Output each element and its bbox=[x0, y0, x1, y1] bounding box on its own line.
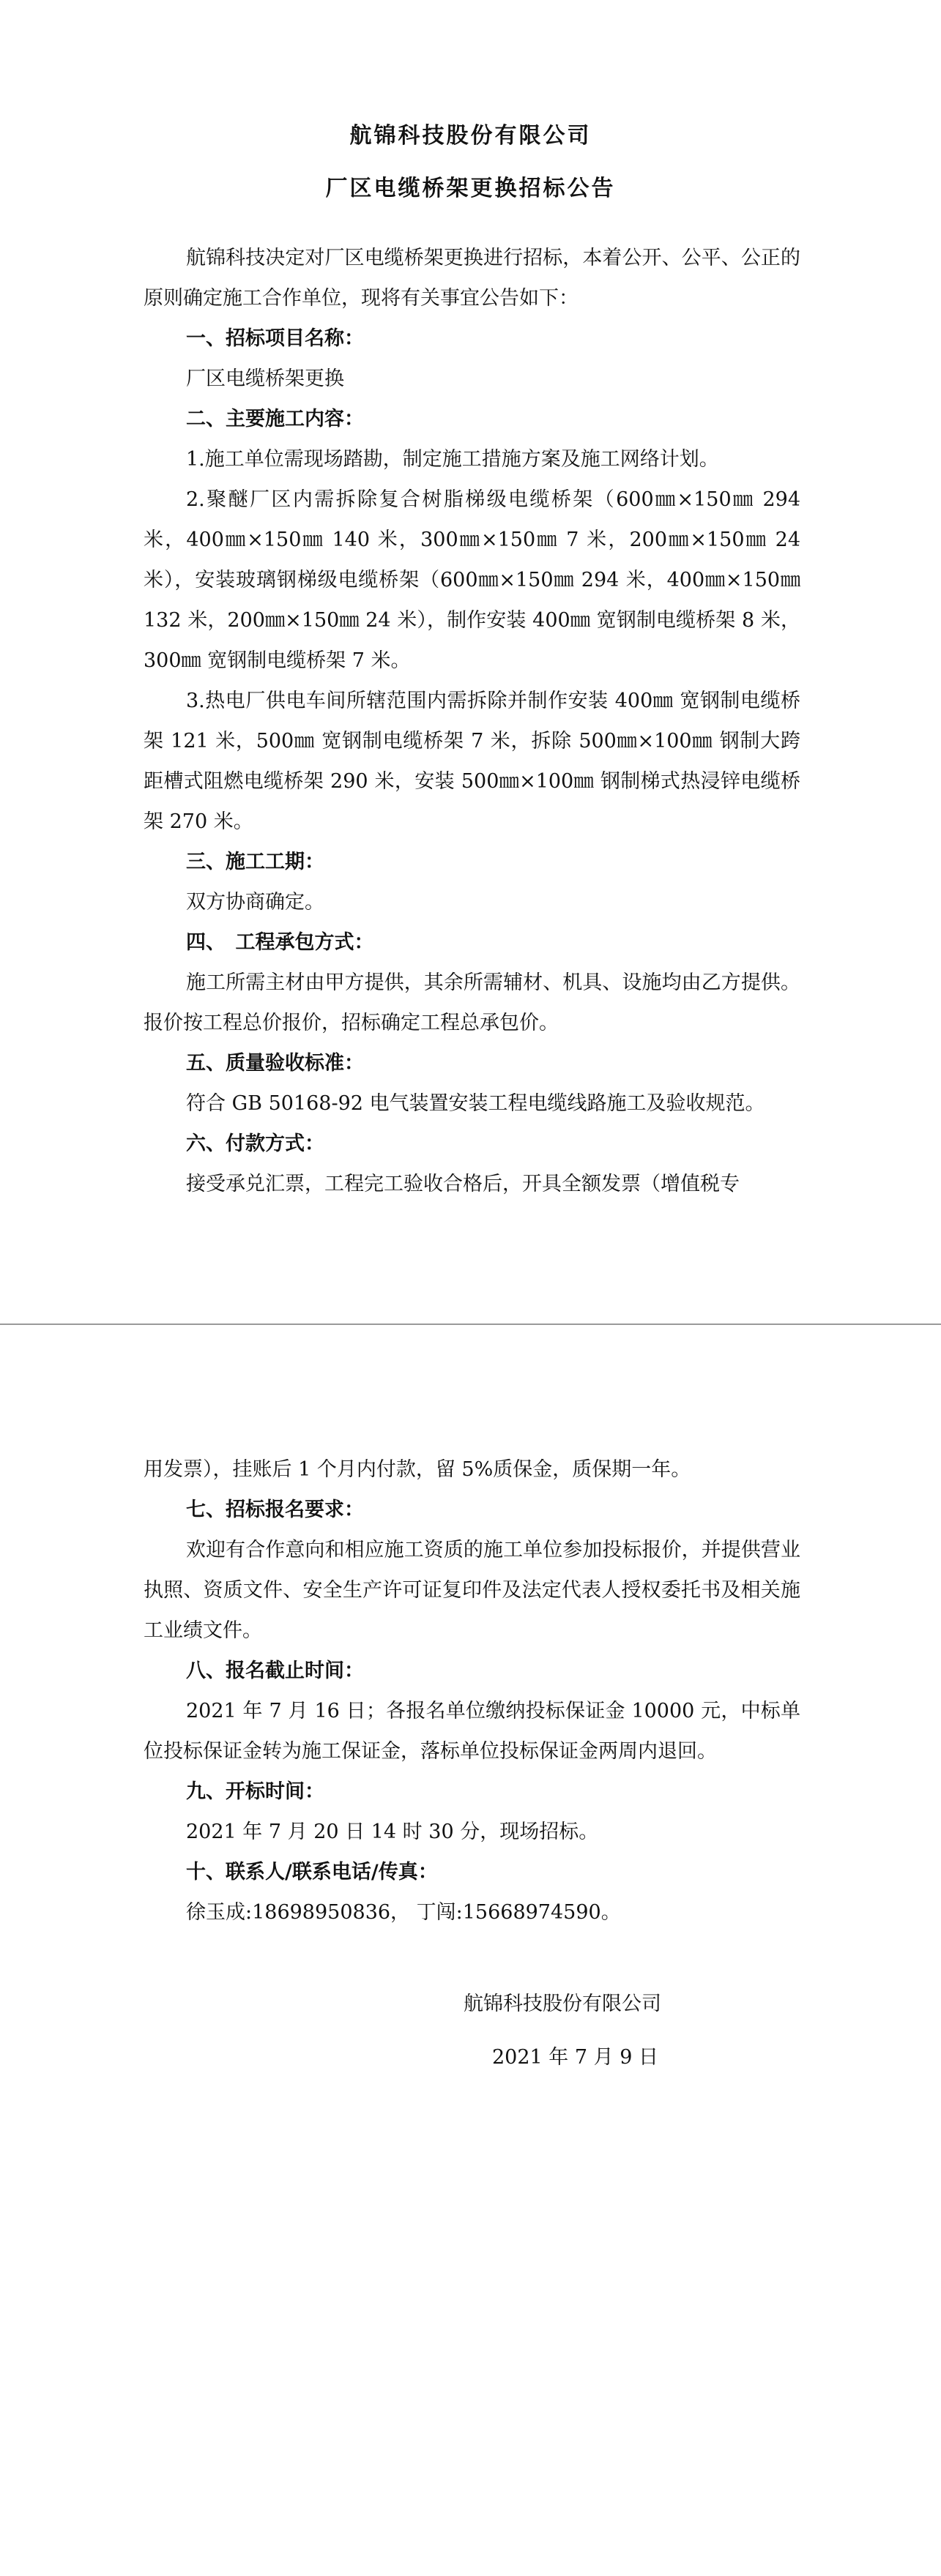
document-page-2 bbox=[0, 1325, 941, 2576]
section-1-text: 厂区电缆桥架更换 bbox=[186, 367, 344, 390]
section-4-heading: 四、 工程承包方式： bbox=[186, 931, 374, 954]
page-2-body bbox=[144, 1449, 800, 1933]
section-5-heading: 五、质量验收标准： bbox=[186, 1052, 364, 1075]
signature-date: 2021 年 7 月 9 日 bbox=[492, 2046, 658, 2069]
intro-paragraph: 航锦科技决定对厂区电缆桥架更换进行招标，本着公开、公平、公正的原则确定施工合作单位，现将有关事宜公告如下： bbox=[144, 247, 800, 310]
section-1-heading: 一、招标项目名称： bbox=[186, 327, 364, 350]
signature-company: 航锦科技股份有限公司 bbox=[464, 1993, 661, 2015]
section-8-text: 2021 年 7 月 16 日；各报名单位缴纳投标保证金 10000 元，中标单位投标保证金转为施工保证金，落标单位投标保证金两周内退回。 bbox=[144, 1700, 800, 1763]
section-3-heading: 三、施工工期： bbox=[186, 851, 324, 873]
section-2-item-2: 2.聚醚厂区内需拆除复合树脂梯级电缆桥架（600㎜×150㎜ 294 米，400㎜×150㎜ 140 米，300㎜×150㎜ 7 米，200㎜×150㎜ 24 米），安装玻璃钢梯级电缆桥架（600㎜×150㎜ 294 米，400㎜×150㎜ 132 米，200㎜×150㎜ 24 米），制作安装 400㎜ 宽钢制电缆桥架 8 米，300㎜ 宽钢制电缆桥架 7 米。 bbox=[144, 488, 800, 672]
section-6-text-part-1: 接受承兑汇票，工程完工验收合格后，开具全额发票（增值税专 bbox=[186, 1173, 740, 1195]
section-2-item-1: 1.施工单位需现场踏勘，制定施工措施方案及施工网络计划。 bbox=[186, 448, 719, 471]
section-5-text: 符合 GB 50168-92 电气装置安装工程电缆线路施工及验收规范。 bbox=[186, 1092, 765, 1115]
company-title: 航锦科技股份有限公司 bbox=[349, 123, 592, 149]
section-10-heading: 十、联系人/联系电话/传真： bbox=[186, 1861, 438, 1884]
section-7-heading: 七、招标报名要求： bbox=[186, 1498, 364, 1521]
section-6-text-part-2: 用发票），挂账后 1 个月内付款，留 5%质保金，质保期一年。 bbox=[144, 1458, 691, 1481]
page-1-body bbox=[144, 238, 800, 1204]
section-7-text: 欢迎有合作意向和相应施工资质的施工单位参加投标报价，并提供营业执照、资质文件、安全生产许可证复印件及法定代表人授权委托书及相关施工业绩文件。 bbox=[144, 1539, 800, 1642]
section-9-text: 2021 年 7 月 20 日 14 时 30 分，现场招标。 bbox=[186, 1821, 599, 1843]
section-2-heading: 二、主要施工内容： bbox=[186, 408, 364, 430]
section-4-text: 施工所需主材由甲方提供，其余所需辅材、机具、设施均由乙方提供。报价按工程总价报价，招标确定工程总承包价。 bbox=[144, 971, 800, 1034]
section-3-text: 双方协商确定。 bbox=[186, 891, 324, 914]
section-2-item-3: 3.热电厂供电车间所辖范围内需拆除并制作安装 400㎜ 宽钢制电缆桥架 121 米，500㎜ 宽钢制电缆桥架 7 米，拆除 500㎜×100㎜ 钢制大跨距槽式阻燃电缆桥架 290 米，安装 500㎜×100㎜ 钢制梯式热浸锌电缆桥架 270 米。 bbox=[144, 690, 800, 833]
section-10-text: 徐玉成:18698950836， 丁闯:15668974590。 bbox=[186, 1901, 621, 1924]
section-8-heading: 八、报名截止时间： bbox=[186, 1660, 364, 1682]
section-6-heading: 六、付款方式： bbox=[186, 1132, 324, 1155]
section-9-heading: 九、开标时间： bbox=[186, 1780, 324, 1803]
notice-title: 厂区电缆桥架更换招标公告 bbox=[325, 176, 616, 201]
